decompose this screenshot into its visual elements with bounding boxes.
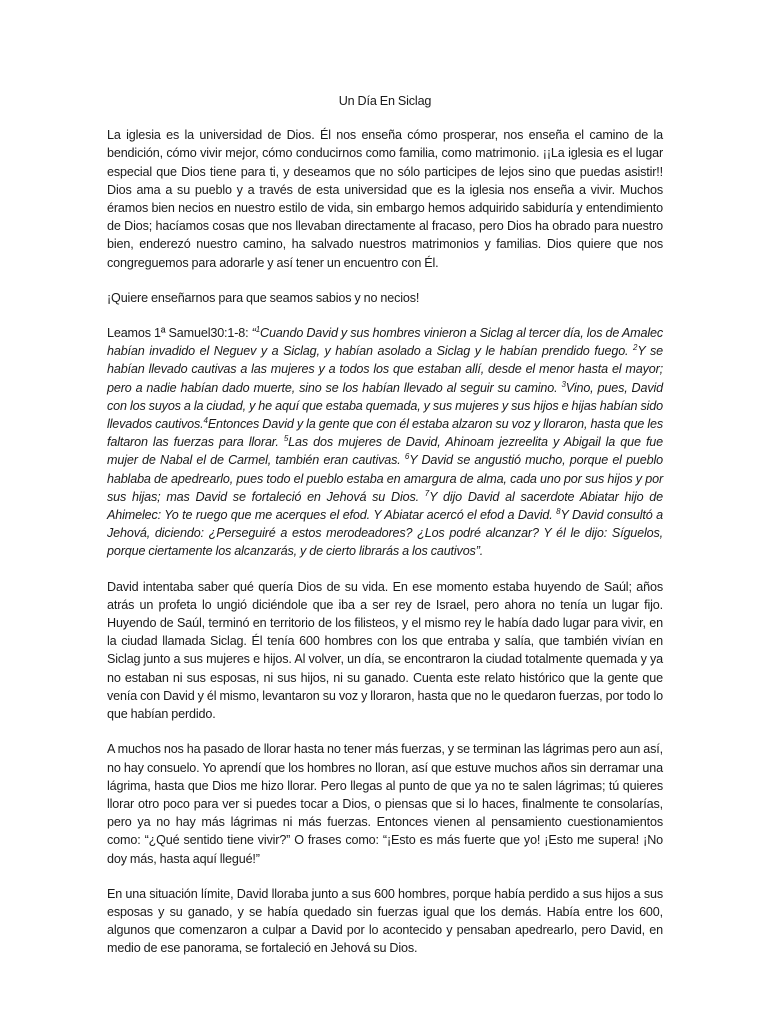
verse-number: 4 bbox=[203, 415, 208, 425]
scripture-text bbox=[107, 326, 663, 558]
verse-text: Vino, pues, David con los suyos a la ciudad, y he aquí que estaba quemada, y sus mujeres y sus hijos e hijas habían sido llevados cautivos. bbox=[107, 380, 663, 432]
verse-number: 3 bbox=[561, 379, 566, 389]
paragraph-exhortation: ¡Quiere enseñarnos para que seamos sabios y no necios! bbox=[107, 290, 420, 305]
verse-number: 6 bbox=[404, 452, 410, 462]
verse-number: 7 bbox=[424, 488, 430, 498]
paragraph-limit-situation: En una situación límite, David lloraba junto a sus 600 hombres, porque había perdido a sus hijos a sus esposas y su ganado, y se había quedado sin fuerzas igual que los demás. Había entre los 600, algunos que comenzaron a culpar a David por lo acontecido y pensaban apedrearlo, pero David, en medio de ese panorama, se fortaleció en Jehová su Dios. bbox=[107, 886, 663, 956]
verse-number: 2 bbox=[633, 343, 638, 353]
open-quote: “ bbox=[251, 326, 256, 341]
paragraph-tears: A muchos nos ha pasado de llorar hasta no tener más fuerzas, y se terminan las lágrimas pero aun así, no hay consuelo. Yo aprendí que los hombres no lloran, así que estuve muchos años sin derramar una lágrima, hasta que Dios me hizo llorar. Pero llegas al punto de que ya no te salen lágrimas; tú quieres llorar otro poco para ver si puedes tocar a Dios, o piensas que si lo haces, finalmente te consolarías, pero ya no hay más lágrimas ni más fuerzas. Entonces vienen al pensamiento cuestionamientos como: “¿Qué sentido tiene vivir?” O frases como: “¡Esto es más fuerte que yo! ¡Esto me supera! ¡No doy más, hasta aquí llegué!” bbox=[107, 742, 663, 866]
verse-text: Y David se angustió mucho, porque el pueblo hablaba de apedrearlo, pues todo el pueblo estaba en amargura de alma, cada uno por sus hijos y por sus hijas; mas David se fortaleció en Jehová su Dios. bbox=[107, 453, 663, 504]
scripture-reference: Leamos 1ª Samuel30:1-8: bbox=[107, 326, 252, 341]
paragraph-intro: La iglesia es la universidad de Dios. Él nos enseña cómo prosperar, nos enseña el camino de la bendición, cómo vivir mejor, cómo conducirnos como familia, como matrimonio. ¡¡La iglesia es el lugar especial que Dios tiene para ti, y deseamos que no sólo participes de lejos sino que puedas asistir!! Dios ama a su pueblo y a través de esta universidad que es la iglesia nos enseña a vivir. Muchos éramos bien necios en nuestro estilo de vida, sin embargo hemos adquirido sabiduría y entendimiento de Dios; hacíamos cosas que nos llevaban directamente al fracaso, pero Dios ha obrado para nuestro bien, enderezó nuestro camino, ha salvado nuestros matrimonios y familias. Dios quiere que nos congreguemos para adorarle y así tener un encuentro con Él. bbox=[107, 128, 663, 270]
verse-text: Cuando David y sus hombres vinieron a Siclag al tercer día, los de Amalec habían invadido el Neguev y a Siclag, y habían asolado a Siclag y le habían prendido fuego. bbox=[107, 326, 663, 359]
verse-number: 8 bbox=[556, 506, 561, 516]
verse-text: Las dos mujeres de David, Ahinoam jezreelita y Abigail la que fue mujer de Nabal el de Carmel, también eran cautivas. bbox=[107, 435, 664, 468]
verse-text: Y David consultó a Jehová, diciendo: ¿Perseguiré a estos merodeadores? ¿Los podré alcanzar? Y él le dijo: Síguelos, porque ciertamente los alcanzarás, y de cierto librarás a los cautivos bbox=[107, 508, 663, 559]
verse-text: Y dijo David al sacerdote Abiatar hijo de Ahimelec: Yo te ruego que me acerques el efod. Y Abiatar acercó el efod a David. bbox=[107, 489, 664, 523]
verse-text: Y se habían llevado cautivas a las mujeres y a todos los que estaban allí, desde el menor hasta el mayor; pero a nadie habían dado muerte, sino se los habían llevado al seguir su camino. bbox=[107, 344, 663, 395]
paragraph-scripture bbox=[107, 324, 663, 561]
close-quote: ”. bbox=[475, 544, 484, 559]
document-title: Un Día En Siclag bbox=[338, 94, 432, 108]
verse-text: Entonces David y la gente que con él estaba alzaron su voz y lloraron, hasta que les faltaron las fuerzas para llorar. bbox=[107, 417, 663, 450]
paragraph-david-context: David intentaba saber qué quería Dios de su vida. En ese momento estaba huyendo de Saúl; años atrás un profeta lo ungió diciéndole que iba a ser rey de Israel, pero ahora no tenía un lugar fijo. Huyendo de Saúl, terminó en territorio de los filisteos, y el mismo rey le había dado lugar para vivir, en la ciudad llamada Siclag. Él tenía 600 hombres con los que entraba y salía, que también vivían en Siclag junto a sus mujeres e hijos. Al volver, un día, se encontraron la ciudad totalmente quemada y ya no estaban ni sus esposas, ni sus hijos, ni su ganado. Cuenta este relato histórico que la gente que venía con David y él mismo, levantaron su voz y lloraron, hasta que no le quedaron fuerzas, por todo lo que habían perdido. bbox=[107, 579, 663, 722]
document-page bbox=[107, 92, 663, 975]
verse-number: 5 bbox=[283, 434, 289, 444]
verse-number: 1 bbox=[255, 324, 260, 334]
